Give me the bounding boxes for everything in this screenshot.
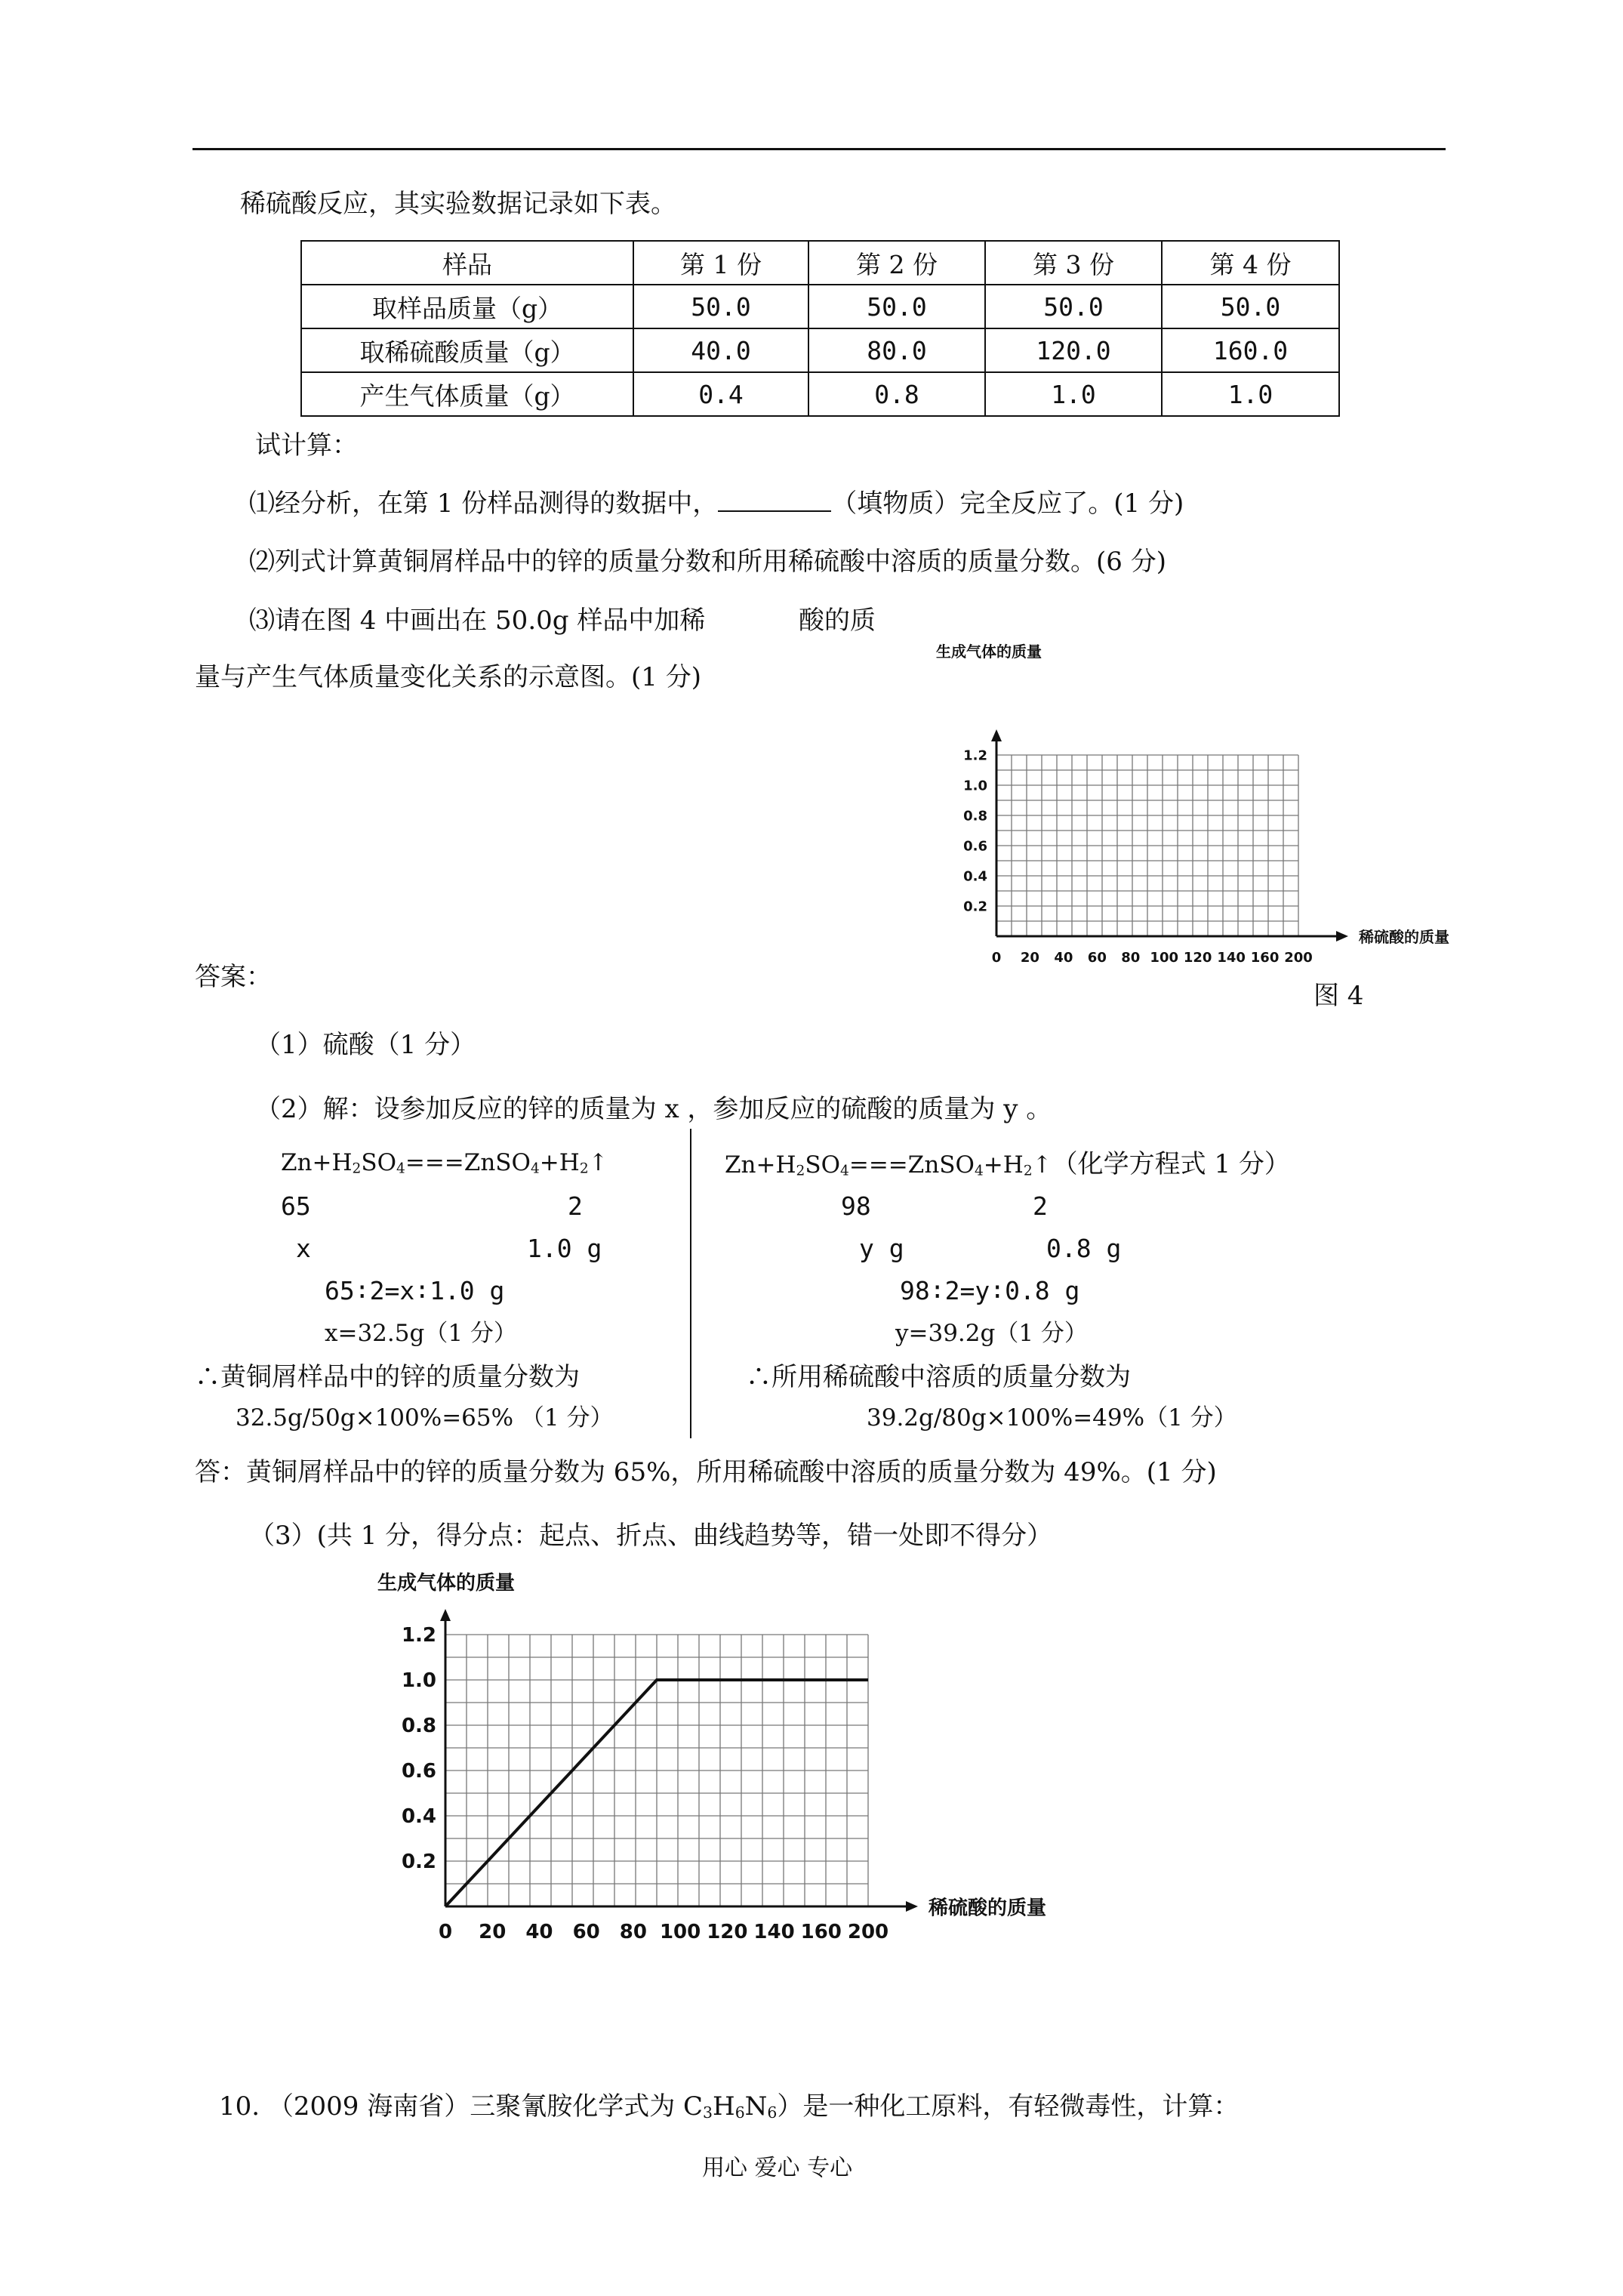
equation-text: Zn+H	[281, 1149, 353, 1176]
x-axis-arrow	[906, 1901, 918, 1912]
x-tick-label: 100	[659, 1921, 701, 1943]
y-tick-label: 0.8	[963, 808, 987, 824]
x-tick-label: 40	[1054, 950, 1073, 966]
subscript: 3	[703, 2103, 713, 2122]
answer-1: （1）硫酸（1 分）	[255, 1030, 476, 1060]
right-known-mass: 0.8 g	[1046, 1234, 1122, 1263]
equation-text: Zn+H	[725, 1151, 796, 1179]
subscript: 4	[396, 1160, 405, 1177]
subscript: 4	[840, 1163, 849, 1179]
equation-text: ===ZnSO	[405, 1149, 531, 1176]
chart-figure-4	[936, 634, 1480, 1034]
y-tick-label: 1.2	[401, 1624, 436, 1647]
equation-text: SO	[361, 1149, 397, 1176]
equation-text: SO	[805, 1151, 841, 1179]
right-molar-mass: 98	[841, 1191, 871, 1221]
right-unknown: y g	[859, 1234, 904, 1263]
chart-figure-4-plot	[936, 643, 1449, 1011]
question-3-line-1a: ⑶请在图 4 中画出在 50.0g 样品中加稀	[249, 606, 706, 636]
table-cell: 产生气体质量（g）	[301, 372, 633, 416]
x-tick-label: 0	[991, 950, 1002, 966]
question-10-text: N	[744, 2091, 768, 2122]
x-tick-label: 140	[1217, 950, 1246, 966]
x-tick-label: 80	[1121, 950, 1141, 966]
y-tick-label: 0.8	[401, 1715, 436, 1738]
y-tick-label: 0.4	[963, 868, 987, 885]
left-molar-mass-h2: 2	[568, 1191, 583, 1221]
table-cell: 50.0	[1162, 285, 1339, 328]
answer-3: （3）(共 1 分，得分点：起点、折点、曲线趋势等，错一处即不得分）	[249, 1521, 1053, 1551]
question-10-text: 10. （2009 海南省）三聚氰胺化学式为 C	[219, 2091, 704, 2122]
right-result: y=39.2g（1 分）	[895, 1320, 1088, 1347]
answer-label: 答案：	[195, 962, 272, 992]
chart-answer	[355, 1559, 1110, 1989]
table-header-row	[301, 241, 1339, 285]
table-cell: 80.0	[808, 328, 985, 372]
question-2: ⑵列式计算黄铜屑样品中的锌的质量分数和所用稀硫酸中溶质的质量分数。(6 分)	[249, 547, 1166, 577]
right-therefore: ∴所用稀硫酸中溶质的质量分数为	[746, 1362, 1131, 1392]
right-calc: 39.2g/80g×100%=49%（1 分）	[867, 1404, 1237, 1432]
right-ratio: 98∶2=y∶0.8 g	[900, 1276, 1080, 1305]
subscript: 4	[974, 1163, 984, 1179]
subscript: 2	[796, 1163, 805, 1179]
question-1-suffix: （填物质）完全反应了。(1 分)	[831, 488, 1184, 519]
question-1	[249, 487, 1184, 520]
y-tick-label: 0.6	[963, 838, 987, 855]
table-row	[301, 328, 1339, 372]
table-cell: 0.8	[808, 372, 985, 416]
question-3-line-2: 量与产生气体质量变化关系的示意图。(1 分)	[195, 662, 701, 692]
left-known-mass: 1.0 g	[527, 1234, 602, 1263]
subscript: 2	[1023, 1163, 1033, 1179]
subscript: 6	[735, 2103, 745, 2122]
x-tick-label: 160	[800, 1921, 842, 1943]
chart-answer-plot	[377, 1571, 1046, 1943]
right-molar-mass-h2: 2	[1033, 1191, 1048, 1221]
x-tick-label: 60	[572, 1921, 600, 1943]
y-tick-label: 1.0	[401, 1669, 436, 1693]
table-row	[301, 372, 1339, 416]
x-axis-label: 稀硫酸的质量	[929, 1897, 1047, 1920]
table-cell: 40.0	[633, 328, 808, 372]
x-tick-label: 0	[438, 1921, 453, 1943]
x-tick-label: 120	[707, 1921, 748, 1943]
table-cell: 取稀硫酸质量（g）	[301, 328, 633, 372]
left-result: x=32.5g（1 分）	[325, 1320, 517, 1347]
equation-text: ===ZnSO	[848, 1151, 975, 1179]
x-tick-label: 200	[847, 1921, 889, 1943]
y-axis-label: 生成气体的质量	[936, 643, 1042, 661]
table-header-cell: 第 4 份	[1162, 241, 1339, 285]
y-axis-arrow	[440, 1609, 451, 1621]
conclusion: 答：黄铜屑样品中的锌的质量分数为 65%，所用稀硫酸中溶质的质量分数为 49%。(1 分)	[195, 1457, 1217, 1487]
y-tick-label: 1.0	[963, 778, 987, 794]
x-tick-label: 20	[1020, 950, 1039, 966]
table-header-cell: 第 3 份	[985, 241, 1162, 285]
table-cell: 120.0	[985, 328, 1162, 372]
equation-text: +H	[983, 1151, 1024, 1179]
equation-right	[725, 1148, 1290, 1187]
y-tick-label: 0.2	[401, 1851, 436, 1874]
footer: 用心 爱心 专心	[702, 2155, 853, 2181]
y-axis-label: 生成气体的质量	[377, 1572, 516, 1595]
x-tick-label: 80	[619, 1921, 647, 1943]
y-axis-arrow	[991, 729, 1002, 741]
divider-line	[690, 1129, 691, 1438]
table-cell: 1.0	[1162, 372, 1339, 416]
table-header-cell: 第 2 份	[808, 241, 985, 285]
table-header-cell: 第 1 份	[633, 241, 808, 285]
table-cell: 50.0	[985, 285, 1162, 328]
left-therefore: ∴黄铜屑样品中的锌的质量分数为	[195, 1362, 580, 1392]
intro-text: 稀硫酸反应，其实验数据记录如下表。	[240, 189, 676, 219]
header-rule	[192, 148, 1446, 150]
table-cell: 50.0	[808, 285, 985, 328]
equation-text: +H	[539, 1149, 580, 1176]
table-cell: 50.0	[633, 285, 808, 328]
table-cell: 160.0	[1162, 328, 1339, 372]
data-table	[300, 240, 1340, 417]
equation-note: （化学方程式 1 分）	[1052, 1149, 1290, 1179]
y-tick-label: 0.2	[963, 898, 987, 915]
answer-blank	[718, 488, 831, 512]
x-tick-label: 140	[753, 1921, 795, 1943]
left-unknown: x	[296, 1234, 311, 1263]
y-tick-label: 1.2	[963, 747, 987, 764]
try-calc-label: 试计算：	[255, 430, 358, 461]
subscript: 2	[579, 1160, 589, 1177]
y-tick-label: 0.4	[401, 1805, 436, 1829]
table-cell: 0.4	[633, 372, 808, 416]
x-tick-label: 200	[1284, 950, 1313, 966]
table-cell: 1.0	[985, 372, 1162, 416]
up-arrow-glyph: ↑	[588, 1149, 608, 1176]
left-calc: 32.5g/50g×100%=65% （1 分）	[236, 1404, 614, 1432]
x-tick-label: 20	[479, 1921, 507, 1943]
x-tick-label: 100	[1150, 950, 1179, 966]
equation-left	[281, 1148, 608, 1185]
x-tick-label: 160	[1250, 950, 1280, 966]
figure-caption: 图 4	[1313, 981, 1364, 1011]
x-tick-label: 60	[1087, 950, 1107, 966]
subscript: 6	[767, 2103, 778, 2122]
x-tick-label: 120	[1183, 950, 1212, 966]
x-axis-arrow	[1336, 931, 1348, 942]
table-row	[301, 285, 1339, 328]
question-10-text: H	[713, 2091, 735, 2122]
question-1-prefix: ⑴经分析，在第 1 份样品测得的数据中，	[249, 488, 719, 519]
y-tick-label: 0.6	[401, 1760, 436, 1783]
question-10-text: ）是一种化工原料，有轻微毒性，计算：	[777, 2091, 1240, 2122]
subscript: 4	[530, 1160, 540, 1177]
up-arrow-glyph: ↑	[1032, 1151, 1052, 1179]
left-ratio: 65∶2=x∶1.0 g	[325, 1276, 505, 1305]
x-tick-label: 40	[525, 1921, 553, 1943]
table-header-cell: 样品	[301, 241, 633, 285]
x-axis-label: 稀硫酸的质量	[1359, 928, 1449, 946]
table-cell: 取样品质量（g）	[301, 285, 633, 328]
question-10	[219, 2090, 1239, 2129]
left-molar-mass: 65	[281, 1191, 311, 1221]
question-3-line-1b: 酸的质	[799, 606, 876, 636]
subscript: 2	[352, 1160, 362, 1177]
answer-2-setup: （2）解：设参加反应的锌的质量为 x ，参加反应的硫酸的质量为 y 。	[255, 1094, 1052, 1124]
